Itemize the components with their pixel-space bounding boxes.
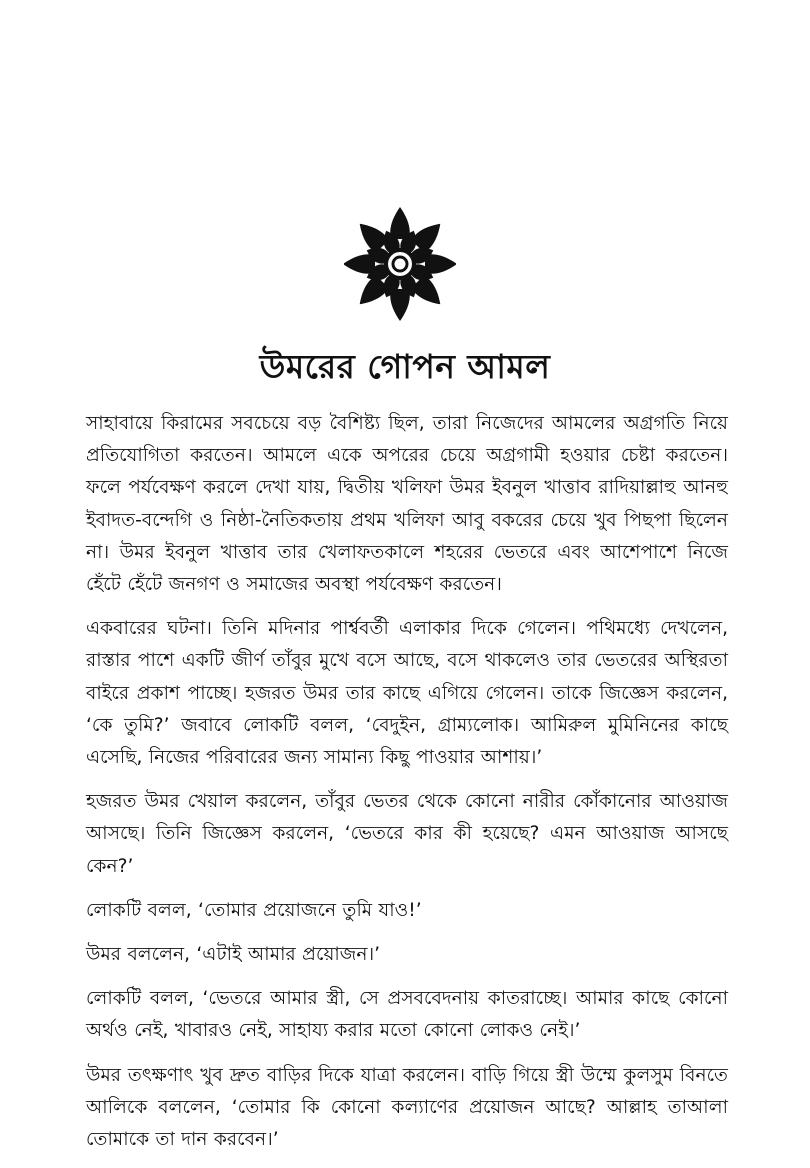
paragraph: লোকটি বলল, ‘ভেতরে আমার স্ত্রী, সে প্রসববেদনায় কাতরাচ্ছে। আমার কাছে কোনো অর্থও নেই, খাবারও নেই, সাহায্য করার মতো কোনো লোকও নেই।’ — [86, 988, 728, 1042]
chapter-body — [86, 408, 728, 1168]
chapter-title: উমরের গোপন আমল — [259, 347, 551, 386]
paragraph: একবারের ঘটনা। তিনি মদিনার পার্শ্ববর্তী এলাকার দিকে গেলেন। পথিমধ্যে দেখলেন, রাস্তার পাশে একটি জীর্ণ তাঁবুর মুখে বসে আছে, বসে থাকলেও তার ভেতরের অস্থিরতা বাইরে প্রকাশ পাচ্ছে। হজরত উমর তার কাছে এগিয়ে গেলেন। তাকে জিজ্ঞেস করলেন, ‘কে তুমি?’ জবাবে লোকটি বলল, ‘বেদুইন, গ্রাম্যলোক। আমিরুল মুমিনিনের কাছে এসেছি, নিজের পরিবারের জন্য সামান্য কিছু পাওয়ার আশায়।’ — [86, 618, 728, 769]
paragraph: লোকটি বলল, ‘তোমার প্রয়োজনে তুমি যাও!’ — [86, 899, 422, 921]
paragraph: সাহাবায়ে কিরামের সবচেয়ে বড় বৈশিষ্ট্য ছিল, তারা নিজেদের আমলের অগ্রগতি নিয়ে প্রতিযোগিতা করতেন। আমলে একে অপরের চেয়ে অগ্রগামী হওয়ার চেষ্টা করতেন। ফলে পর্যবেক্ষণ করলে দেখা যায়, দ্বিতীয় খলিফা উমর ইবনুল খাত্তাব রাদিয়াল্লাহু আনহু ইবাদত-বন্দেগি ও নিষ্ঠা-নৈতিকতায় প্রথম খলিফা আবু বকরের চেয়ে খুব পিছপা ছিলেন না। উমর ইবনুল খাত্তাব তার খেলাফতকালে শহরের ভেতরে এবং আশেপাশে নিজে হেঁটে হেঁটে জনগণ ও সমাজের অবস্থা পর্যবেক্ষণ করতেন। — [86, 413, 728, 596]
lotus-flower-icon — [344, 205, 456, 323]
paragraph: হজরত উমর খেয়াল করলেন, তাঁবুর ভেতর থেকে কোনো নারীর কোঁকানোর আওয়াজ আসছে। তিনি জিজ্ঞেস করলেন, ‘ভেতরে কার কী হয়েছে? এমন আওয়াজ আসছে কেন?’ — [86, 791, 728, 877]
paragraph: উমর বললেন, ‘এটাই আমার প্রয়োজন।’ — [86, 944, 381, 966]
paragraph: উমর তৎক্ষণাৎ খুব দ্রুত বাড়ির দিকে যাত্রা করলেন। বাড়ি গিয়ে স্ত্রী উম্মে কুলসুম বিনতে আলিকে বললেন, ‘তোমার কি কোনো কল্যাণের প্রয়োজন আছে? আল্লাহ তাআলা তোমাকে তা দান করবেন।’ — [86, 1064, 728, 1151]
